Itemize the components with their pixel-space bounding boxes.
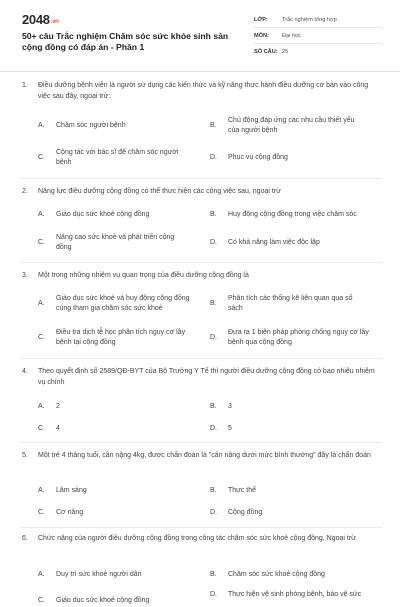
question-5-option-a[interactable] (38, 485, 186, 497)
question-number: 2. (22, 188, 28, 195)
question-5-option-d[interactable] (210, 507, 358, 519)
question-number: 4. (22, 368, 28, 375)
option-text: 2 (56, 403, 60, 410)
question-text: Điều dưỡng bệnh viện là người sử dụng các kiến thức và kỹ năng thực hành điều dưỡng cơ bản vào công việc sau đây, ngoại trừ: (38, 82, 369, 100)
question-divider (20, 178, 382, 179)
logo-suffix: .vn (50, 19, 59, 25)
option-text: Đưa ra 1 biện pháp phòng chống nguy cơ lây bệnh qua cộng đồng (228, 329, 369, 346)
option-letter: C. (38, 597, 45, 604)
question-divider (20, 358, 382, 359)
option-text: Duy trì sức khoẻ người dân (56, 571, 142, 578)
meta-value: Trắc nghiệm tổng hợp (282, 16, 337, 23)
option-letter: B. (210, 122, 217, 129)
meta-key: LỚP: (254, 16, 268, 23)
question-2-stem (22, 186, 378, 197)
question-text: Theo quyết định số 2589/QĐ-BYT của Bộ Trưởng Y Tế thì người điều dưỡng cộng đồng có bao nhiêu nhiệm vụ chính (38, 368, 375, 386)
option-letter: A. (38, 300, 45, 307)
logo-main: 2048 (22, 12, 50, 27)
option-text: 4 (56, 425, 60, 432)
question-text: Chức năng của người điều dưỡng cộng đồng trong công tác chăm sóc sức khoẻ cộng đồng, Ngoại trừ. (38, 535, 358, 542)
question-5-option-c[interactable] (38, 507, 186, 519)
option-letter: D. (210, 591, 217, 598)
question-text: Một trong những nhiệm vụ quan trọng của điều dưỡng cộng đồng là (38, 272, 249, 279)
option-letter: C. (38, 509, 45, 516)
option-letter: B. (210, 211, 217, 218)
question-3-stem (22, 270, 378, 281)
option-letter: A. (38, 403, 45, 410)
option-letter: C. (38, 239, 45, 246)
document-meta (254, 12, 382, 60)
option-letter: D. (210, 154, 217, 161)
option-letter: C. (38, 334, 45, 341)
question-2-option-a[interactable] (38, 209, 186, 221)
option-text: Cơ năng (56, 509, 84, 516)
option-text: Cộng đồng (228, 509, 263, 516)
option-letter: D. (210, 334, 217, 341)
question-text: Một trẻ 4 tháng tuổi, cân nặng 4kg, được chẩn đoán là "cân nặng dưới mức bình thường" đây là chẩn đoán (38, 452, 371, 459)
option-text: Thực thể (228, 487, 257, 494)
option-text: 3 (228, 403, 232, 410)
option-letter: C. (38, 425, 45, 432)
question-number: 1. (22, 82, 28, 89)
option-text: Phục vụ cộng đồng (228, 154, 288, 161)
question-2-option-c[interactable] (38, 233, 186, 253)
question-6-option-d[interactable] (210, 589, 393, 601)
option-text: Thực hiện vệ sinh phòng bệnh, bảo vệ sức (228, 591, 362, 598)
option-text: Lâm sàng (56, 487, 87, 494)
question-6-option-c[interactable] (38, 595, 186, 607)
option-text: Điều tra dịch tễ học phân tích nguy cơ lây bệnh tại cộng đồng (56, 329, 186, 346)
question-1-option-c[interactable] (38, 148, 186, 168)
option-letter: A. (38, 122, 45, 129)
meta-value: Đại học (282, 32, 301, 39)
option-letter: D. (210, 425, 217, 432)
option-letter: D. (210, 239, 217, 246)
option-text: Phân tích các thống kê liên quan qua số sách (228, 295, 353, 312)
option-text: Cộng tác với bác sĩ để chăm sóc người bệnh (56, 149, 179, 166)
option-text: 5 (228, 425, 232, 432)
question-divider (20, 527, 382, 528)
question-4-option-c[interactable] (38, 423, 186, 435)
option-text: Có khả năng làm việc độc lập (228, 239, 320, 246)
question-3-option-b[interactable] (210, 294, 368, 314)
option-text: Giáo dục sức khoẻ cộng đồng (56, 211, 150, 218)
question-4-stem (22, 366, 378, 388)
option-letter: D. (210, 509, 217, 516)
question-number: 3. (22, 272, 28, 279)
option-text: Huy động cộng đồng trong việc chăm sóc (228, 211, 357, 218)
page-header (0, 0, 400, 72)
question-4-option-a[interactable] (38, 401, 186, 413)
question-3-option-d[interactable] (210, 328, 373, 348)
question-2-option-d[interactable] (210, 237, 358, 249)
question-3-option-c[interactable] (38, 328, 192, 348)
question-6-stem (22, 533, 378, 544)
option-letter: A. (38, 571, 45, 578)
option-letter: B. (210, 571, 217, 578)
option-letter: B. (210, 300, 217, 307)
question-divider (20, 442, 382, 443)
site-logo[interactable] (22, 12, 59, 27)
meta-row-subject (254, 28, 382, 44)
option-letter: B. (210, 403, 217, 410)
question-6-option-b[interactable] (210, 569, 388, 581)
option-text: Chăm sóc người bệnh (56, 122, 126, 129)
question-number: 5. (22, 452, 28, 459)
question-1-option-a[interactable] (38, 116, 186, 136)
meta-row-class (254, 12, 382, 28)
option-text: Năng cao sức khoẻ và phát triển cộng đồng (56, 234, 175, 251)
question-5-option-b[interactable] (210, 485, 358, 497)
question-1-option-b[interactable] (210, 116, 358, 136)
option-letter: A. (38, 211, 45, 218)
meta-key: SỐ CÂU: (254, 49, 278, 55)
option-letter: B. (210, 487, 217, 494)
question-1-option-d[interactable] (210, 148, 358, 168)
option-letter: A. (38, 487, 45, 494)
option-text: Chủ động đáp ứng các nhu cầu thiết yếu của người bệnh (228, 117, 355, 134)
question-text: Năng lực điều dưỡng cộng đồng có thể thực hiện các công việc sau, ngoại trừ (38, 188, 281, 195)
document-title: 50+ câu Trắc nghiệm Chăm sóc sức khỏe sinh sản cộng đồng có đáp án - Phần 1 (22, 31, 229, 52)
question-3-option-a[interactable] (38, 294, 192, 314)
question-2-option-b[interactable] (210, 209, 388, 221)
option-text: Chăm sóc sức khoẻ cộng đồng (228, 571, 325, 578)
question-number: 6. (22, 535, 28, 542)
question-divider (20, 262, 382, 263)
meta-row-count (254, 44, 382, 60)
question-4-option-d[interactable] (210, 423, 358, 435)
question-6-option-a[interactable] (38, 569, 186, 581)
question-5-stem (22, 450, 378, 461)
option-letter: C. (38, 154, 45, 161)
meta-key: MÔN: (254, 32, 269, 39)
option-text: Giáo dục sức khoẻ và huy động cộng đồng cùng tham gia chăm sóc sức khoẻ (56, 295, 190, 312)
meta-value: 25 (282, 49, 289, 55)
option-text: Giáo dục sức khoẻ cộng đồng (56, 597, 150, 604)
question-4-option-b[interactable] (210, 401, 358, 413)
question-1-stem (22, 80, 378, 102)
